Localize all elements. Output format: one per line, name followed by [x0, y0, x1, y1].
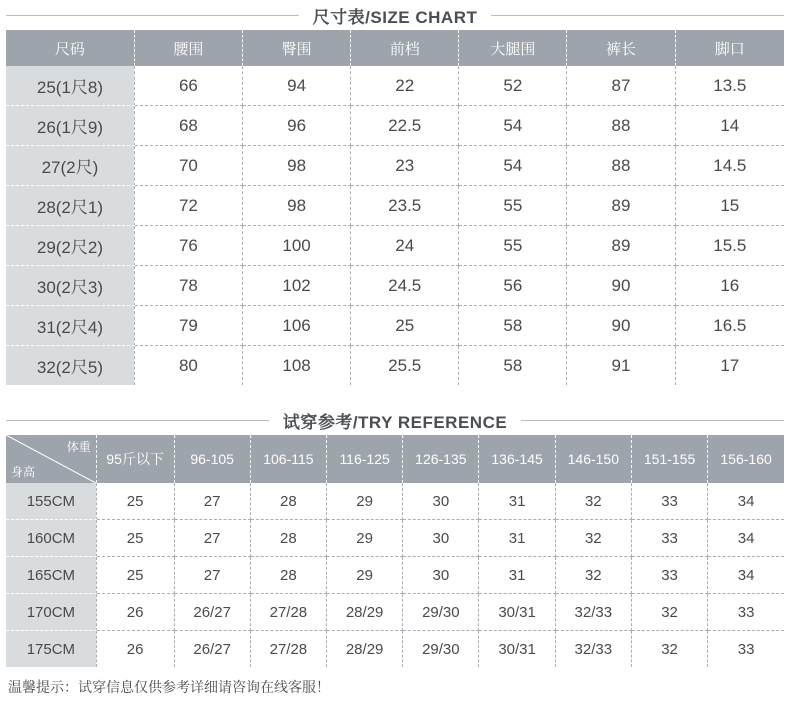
column-header-weight-range: 116-125: [327, 435, 403, 483]
cell-recommended-size: 32: [631, 594, 707, 631]
row-header-height: 175CM: [6, 631, 96, 668]
cell-rise: 22.5: [351, 106, 459, 146]
cell-length: 90: [567, 266, 675, 306]
cell-recommended-size: 32: [631, 631, 707, 668]
footnote-text: 温馨提示：试穿信息仅供参考详细请咨询在线客服！: [8, 679, 330, 695]
cell-waist: 76: [134, 226, 242, 266]
row-header-size: 31(2尺4): [6, 306, 134, 346]
column-header-weight-range: 106-115: [250, 435, 326, 483]
heading-rule-right: [491, 15, 784, 16]
row-header-size: 28(2尺1): [6, 186, 134, 226]
row-header-height: 155CM: [6, 483, 96, 520]
cell-waist: 78: [134, 266, 242, 306]
cell-rise: 24: [351, 226, 459, 266]
cell-recommended-size: 26: [96, 594, 174, 631]
cell-waist: 80: [134, 346, 242, 386]
section-spacer: [0, 385, 790, 405]
cell-hem: 15.5: [675, 226, 784, 266]
table-header-row: [6, 30, 784, 66]
table-row: [6, 106, 784, 146]
cell-thigh: 54: [459, 106, 567, 146]
cell-length: 87: [567, 66, 675, 106]
column-header-hip: 臀围: [243, 30, 351, 66]
cell-recommended-size: 29: [327, 557, 403, 594]
cell-recommended-size: 27: [174, 520, 250, 557]
row-header-size: 32(2尺5): [6, 346, 134, 386]
cell-recommended-size: 32: [555, 557, 631, 594]
row-header-size: 27(2尺): [6, 146, 134, 186]
cell-recommended-size: 31: [479, 520, 555, 557]
cell-recommended-size: 30: [403, 557, 479, 594]
column-header-weight-range: 136-145: [479, 435, 555, 483]
cell-recommended-size: 27/28: [250, 594, 326, 631]
cell-thigh: 54: [459, 146, 567, 186]
table-row: [6, 186, 784, 226]
cell-length: 90: [567, 306, 675, 346]
cell-length: 89: [567, 226, 675, 266]
cell-recommended-size: 33: [631, 483, 707, 520]
cell-thigh: 52: [459, 66, 567, 106]
cell-recommended-size: 28: [250, 483, 326, 520]
cell-hem: 16: [675, 266, 784, 306]
cell-recommended-size: 28: [250, 557, 326, 594]
cell-length: 88: [567, 146, 675, 186]
row-header-size: 26(1尺9): [6, 106, 134, 146]
cell-recommended-size: 33: [708, 594, 784, 631]
cell-recommended-size: 30/31: [479, 594, 555, 631]
column-header-weight-range: 151-155: [631, 435, 707, 483]
cell-recommended-size: 25: [96, 557, 174, 594]
cell-recommended-size: 32: [555, 483, 631, 520]
cell-hip: 102: [243, 266, 351, 306]
cell-recommended-size: 26/27: [174, 594, 250, 631]
try-reference-table: [6, 435, 784, 667]
heading-rule-right: [521, 420, 784, 421]
cell-length: 88: [567, 106, 675, 146]
size-chart-title: 尺寸表/SIZE CHART: [312, 7, 478, 27]
cell-recommended-size: 31: [479, 557, 555, 594]
cell-recommended-size: 34: [708, 520, 784, 557]
column-header-length: 裤长: [567, 30, 675, 66]
row-header-height: 165CM: [6, 557, 96, 594]
try-reference-heading: [0, 405, 790, 435]
try-reference-table-wrap: [0, 435, 790, 667]
heading-rule-left: [6, 15, 299, 16]
cell-recommended-size: 32: [555, 520, 631, 557]
cell-recommended-size: 26: [96, 631, 174, 668]
table-row: [6, 520, 784, 557]
cell-recommended-size: 27: [174, 557, 250, 594]
cell-recommended-size: 32/33: [555, 631, 631, 668]
cell-waist: 70: [134, 146, 242, 186]
table-row: [6, 146, 784, 186]
column-header-rise: 前档: [351, 30, 459, 66]
cell-hip: 94: [243, 66, 351, 106]
cell-waist: 68: [134, 106, 242, 146]
table-row: [6, 594, 784, 631]
table-row: [6, 557, 784, 594]
cell-rise: 25.5: [351, 346, 459, 386]
corner-label-height: 身高: [11, 465, 36, 479]
cell-recommended-size: 25: [96, 483, 174, 520]
table-row: [6, 631, 784, 668]
cell-recommended-size: 25: [96, 520, 174, 557]
column-header-weight-range: 156-160: [708, 435, 784, 483]
row-header-height: 160CM: [6, 520, 96, 557]
cell-waist: 79: [134, 306, 242, 346]
try-reference-title: 试穿参考/TRY REFERENCE: [282, 412, 508, 432]
cell-length: 89: [567, 186, 675, 226]
column-header-weight-range: 96-105: [174, 435, 250, 483]
size-chart-table: [6, 30, 784, 385]
cell-recommended-size: 32/33: [555, 594, 631, 631]
table-row: [6, 483, 784, 520]
row-header-size: 30(2尺3): [6, 266, 134, 306]
cell-hem: 16.5: [675, 306, 784, 346]
cell-recommended-size: 27/28: [250, 631, 326, 668]
column-header-size: 尺码: [6, 30, 134, 66]
row-header-size: 25(1尺8): [6, 66, 134, 106]
table-header-row: [6, 435, 784, 483]
cell-hem: 15: [675, 186, 784, 226]
cell-recommended-size: 28/29: [327, 631, 403, 668]
cell-rise: 25: [351, 306, 459, 346]
cell-hem: 17: [675, 346, 784, 386]
corner-label-weight: 体重: [66, 440, 91, 454]
cell-hem: 13.5: [675, 66, 784, 106]
column-header-hem: 脚口: [675, 30, 784, 66]
cell-thigh: 58: [459, 306, 567, 346]
cell-hem: 14: [675, 106, 784, 146]
row-header-size: 29(2尺2): [6, 226, 134, 266]
cell-rise: 24.5: [351, 266, 459, 306]
cell-recommended-size: 29: [327, 520, 403, 557]
cell-hip: 98: [243, 146, 351, 186]
corner-header-height-weight: [6, 435, 96, 483]
cell-hip: 96: [243, 106, 351, 146]
cell-thigh: 55: [459, 186, 567, 226]
table-row: [6, 226, 784, 266]
heading-rule-left: [6, 420, 269, 421]
cell-hip: 106: [243, 306, 351, 346]
cell-recommended-size: 31: [479, 483, 555, 520]
cell-recommended-size: 29/30: [403, 594, 479, 631]
cell-hip: 100: [243, 226, 351, 266]
size-chart-heading: [0, 0, 790, 30]
cell-recommended-size: 30: [403, 520, 479, 557]
table-row: [6, 346, 784, 386]
column-header-thigh: 大腿围: [459, 30, 567, 66]
column-header-weight-range: 95斤以下: [96, 435, 174, 483]
cell-hip: 108: [243, 346, 351, 386]
cell-hem: 14.5: [675, 146, 784, 186]
cell-recommended-size: 34: [708, 557, 784, 594]
column-header-weight-range: 146-150: [555, 435, 631, 483]
cell-recommended-size: 33: [631, 520, 707, 557]
cell-recommended-size: 27: [174, 483, 250, 520]
cell-recommended-size: 33: [708, 631, 784, 668]
cell-hip: 98: [243, 186, 351, 226]
cell-recommended-size: 30: [403, 483, 479, 520]
cell-waist: 72: [134, 186, 242, 226]
cell-recommended-size: 29: [327, 483, 403, 520]
column-header-waist: 腰围: [134, 30, 242, 66]
cell-recommended-size: 33: [631, 557, 707, 594]
cell-waist: 66: [134, 66, 242, 106]
column-header-weight-range: 126-135: [403, 435, 479, 483]
cell-length: 91: [567, 346, 675, 386]
cell-recommended-size: 30/31: [479, 631, 555, 668]
cell-rise: 23.5: [351, 186, 459, 226]
cell-thigh: 55: [459, 226, 567, 266]
cell-rise: 22: [351, 66, 459, 106]
table-row: [6, 66, 784, 106]
cell-thigh: 56: [459, 266, 567, 306]
cell-rise: 23: [351, 146, 459, 186]
cell-recommended-size: 34: [708, 483, 784, 520]
cell-recommended-size: 28: [250, 520, 326, 557]
cell-recommended-size: 29/30: [403, 631, 479, 668]
row-header-height: 170CM: [6, 594, 96, 631]
cell-recommended-size: 26/27: [174, 631, 250, 668]
cell-thigh: 58: [459, 346, 567, 386]
table-row: [6, 306, 784, 346]
cell-recommended-size: 28/29: [327, 594, 403, 631]
table-row: [6, 266, 784, 306]
size-chart-table-wrap: [0, 30, 790, 385]
